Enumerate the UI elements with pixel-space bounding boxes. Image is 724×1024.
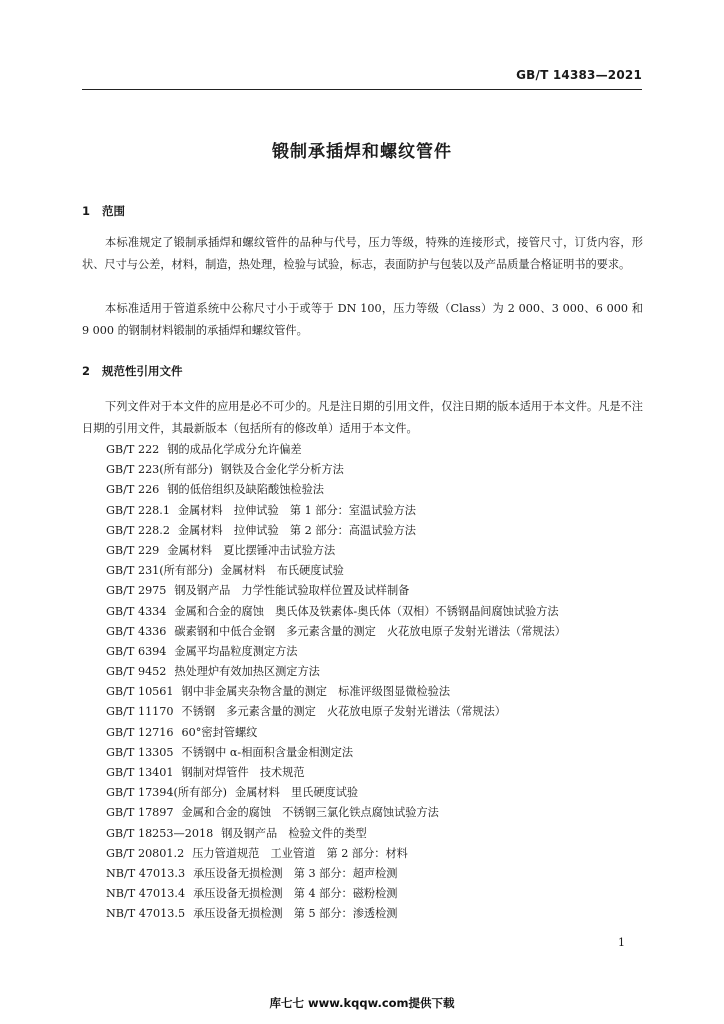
reference-item: [106, 440, 566, 460]
download-footer[interactable]: 库七七 www.kqqw.com提供下载: [269, 996, 455, 1010]
reference-title: 钢的低倍组织及缺陷酸蚀检验法: [167, 483, 324, 497]
reference-item: [106, 783, 566, 803]
section-title: 范围: [102, 204, 125, 218]
reference-code: GB/T 11170: [106, 705, 174, 719]
reference-code: NB/T 47013.5: [106, 907, 186, 921]
reference-title: 金属平均晶粒度测定方法: [174, 644, 298, 658]
reference-code: GB/T 4336: [106, 624, 167, 638]
reference-title: 金属材料 布氏硬度试验: [220, 564, 344, 578]
reference-title: 承压设备无损检测 第 4 部分：磁粉检测: [193, 887, 398, 901]
page-number: 1: [618, 936, 625, 949]
reference-title: 钢铁及合金化学分析方法: [220, 463, 344, 477]
reference-code: GB/T 18253—2018: [106, 826, 214, 840]
reference-code: GB/T 17394(所有部分): [106, 786, 228, 800]
reference-item: [106, 702, 566, 722]
reference-code: GB/T 4334: [106, 604, 167, 618]
reference-title: 钢的成品化学成分允许偏差: [167, 443, 302, 456]
reference-code: GB/T 231(所有部分): [106, 564, 213, 578]
reference-item: [106, 541, 566, 561]
reference-title: 金属材料 拉伸试验 第 1 部分：室温试验方法: [177, 503, 416, 517]
reference-item: [106, 602, 566, 622]
reference-item: [106, 763, 566, 783]
section-heading-scope: [82, 203, 125, 219]
reference-title: 承压设备无损检测 第 3 部分：超声检测: [193, 866, 398, 880]
reference-code: GB/T 228.1: [106, 503, 170, 517]
reference-item: [106, 844, 566, 864]
reference-title: 钢中非金属夹杂物含量的测定 标准评级图显微检验法: [181, 685, 451, 699]
reference-code: GB/T 13305: [106, 745, 174, 759]
reference-item: [106, 480, 566, 500]
scope-paragraph-1: 本标准规定了锻制承插焊和螺纹管件的品种与代号，压力等级，特殊的连接形式，接管尺寸，订货内容，形状、尺寸与公差，材料，制造，热处理，检验与试验，标志，表面防护与包装以及产品质量合格证明书的要求。: [82, 236, 643, 271]
section-title: 规范性引用文件: [102, 364, 183, 378]
section-number: 1: [82, 204, 91, 218]
reference-item: [106, 561, 566, 581]
reference-title: 不锈钢中 α-相面积含量金相测定法: [181, 745, 354, 759]
reference-item: [106, 501, 566, 521]
reference-title: 碳素钢和中低合金钢 多元素含量的测定 火花放电原子发射光谱法（常规法）: [174, 624, 566, 638]
reference-title: 承压设备无损检测 第 5 部分：渗透检测: [193, 907, 398, 921]
reference-code: GB/T 12716: [106, 725, 174, 739]
references-intro-paragraph: 下列文件对于本文件的应用是必不可少的。凡是注日期的引用文件，仅注日期的版本适用于本文件。凡是不注日期的引用文件，其最新版本（包括所有的修改单）适用于本文件。: [82, 400, 643, 435]
scope-paragraph-2: 本标准适用于管道系统中公称尺寸小于或等于 DN 100，压力等级（Class）为 2 000、3 000、6 000 和 9 000 的钢制材料锻制的承插焊和螺纹管件。: [82, 302, 643, 337]
reference-code: NB/T 47013.4: [106, 887, 186, 901]
reference-item: [106, 864, 566, 884]
reference-title: 热处理炉有效加热区测定方法: [174, 665, 320, 679]
reference-code: GB/T 13401: [106, 766, 174, 779]
reference-title: 钢制对焊管件 技术规范: [181, 766, 305, 779]
reference-item: [106, 581, 566, 601]
standard-code: GB/T 14383—2021: [516, 68, 642, 82]
reference-title: 钢及钢产品 力学性能试验取样位置及试样制备: [174, 584, 410, 598]
reference-item: [106, 662, 566, 682]
reference-code: GB/T 222: [106, 443, 160, 456]
reference-item: [106, 743, 566, 763]
reference-code: GB/T 228.2: [106, 523, 170, 537]
reference-code: NB/T 47013.3: [106, 866, 186, 880]
document-title: 锻制承插焊和螺纹管件: [272, 142, 452, 162]
reference-code: GB/T 2975: [106, 584, 167, 598]
reference-title: 金属和合金的腐蚀 奥氏体及铁素体-奥氏体（双相）不锈钢晶间腐蚀试验方法: [174, 604, 559, 618]
reference-item: [106, 460, 566, 480]
reference-item: [106, 803, 566, 823]
reference-item: [106, 723, 566, 743]
header-rule: [82, 89, 642, 90]
reference-code: GB/T 226: [106, 483, 160, 497]
reference-title: 不锈钢 多元素含量的测定 火花放电原子发射光谱法（常规法）: [181, 705, 506, 719]
reference-code: GB/T 229: [106, 543, 160, 557]
reference-code: GB/T 223(所有部分): [106, 463, 213, 477]
reference-list: [106, 440, 566, 925]
reference-code: GB/T 6394: [106, 644, 167, 658]
reference-title: 金属和合金的腐蚀 不锈钢三氯化铁点腐蚀试验方法: [181, 806, 439, 820]
reference-title: 金属材料 夏比摆锤冲击试验方法: [167, 543, 336, 557]
reference-title: 钢及钢产品 检验文件的类型: [221, 826, 367, 840]
reference-code: GB/T 9452: [106, 665, 167, 679]
section-heading-normative-references: [82, 363, 183, 379]
reference-item: [106, 521, 566, 541]
reference-item: [106, 682, 566, 702]
reference-code: GB/T 20801.2: [106, 846, 185, 860]
reference-item: [106, 642, 566, 662]
reference-item: [106, 904, 566, 924]
reference-item: [106, 622, 566, 642]
reference-code: GB/T 17897: [106, 806, 174, 820]
reference-title: 金属材料 拉伸试验 第 2 部分：高温试验方法: [177, 523, 416, 537]
reference-title: 压力管道规范 工业管道 第 2 部分：材料: [192, 846, 408, 860]
reference-title: 60°密封管螺纹: [181, 725, 258, 739]
reference-code: GB/T 10561: [106, 685, 174, 699]
section-number: 2: [82, 364, 91, 378]
reference-item: [106, 824, 566, 844]
reference-title: 金属材料 里氏硬度试验: [235, 786, 359, 800]
reference-item: [106, 884, 566, 904]
